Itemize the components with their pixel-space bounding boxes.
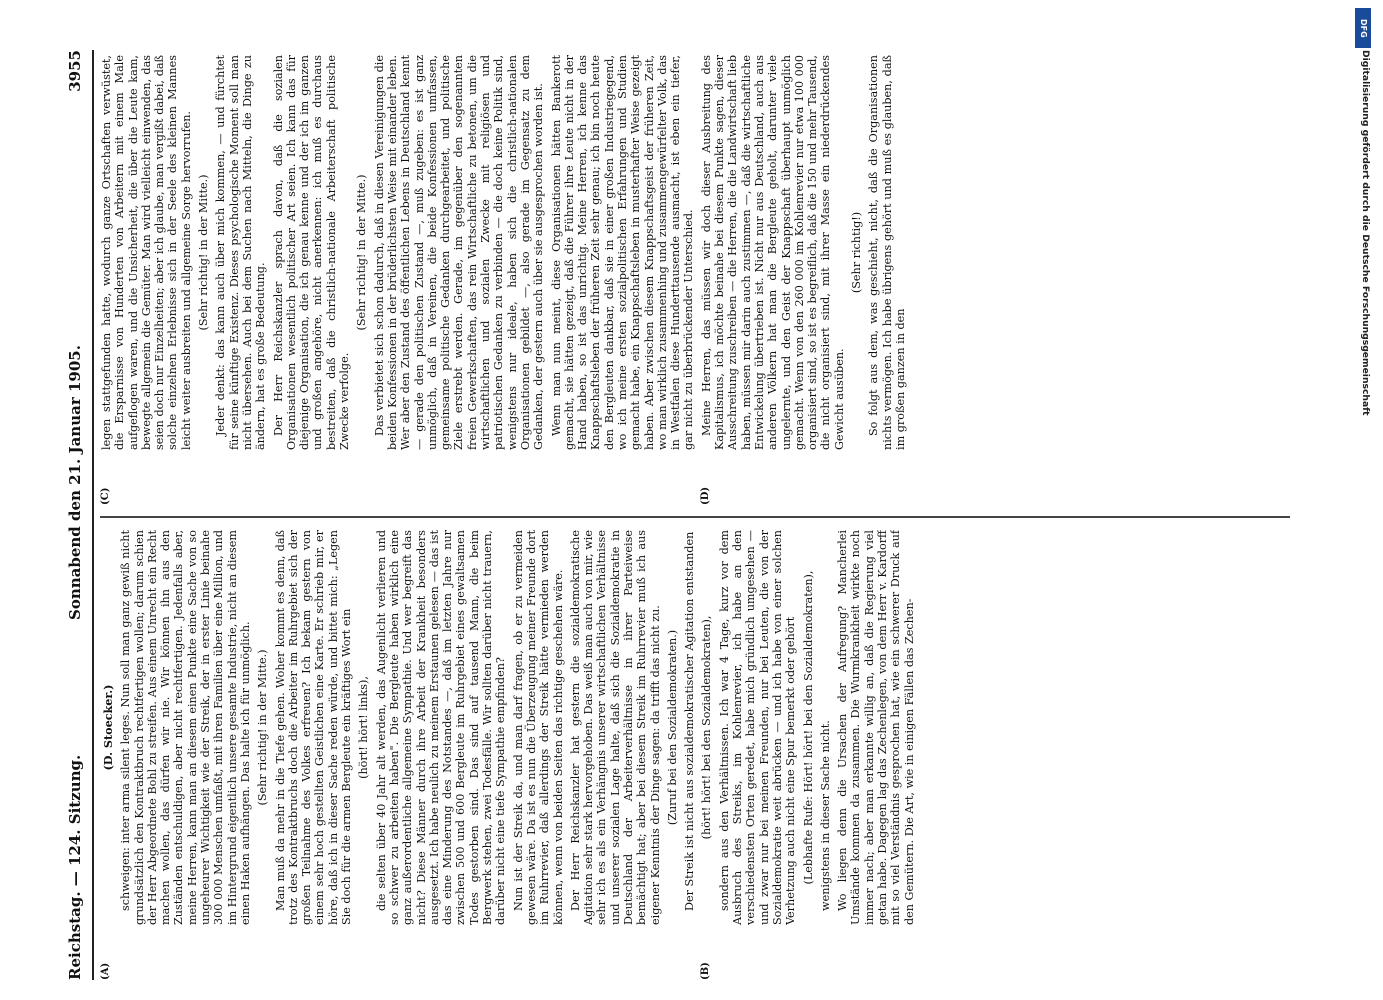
paragraph: Wo liegen denn die Ursachen der Aufregung? Mancherlei Umstände kommen da zusammen. Die Wurmkrankheit wirkte noch immer nach; aber man erkannte willig an, daß die Regierung viel getan habe. Dagegen lag das Zechenlegen, von dem Herr v. Kardorff mit so viel Verständnis gesprochen hat, wie ein schwerer Druck auf den Gemütern. Die Art, wie in einigen Fällen das Zechen- (836, 530, 916, 925)
paragraph: Nun ist der Streik da, und man darf fragen, ob er zu vermeiden gewesen wäre. Da ist es nun die Überzeugung meiner Freunde dort im Ruhrrevier, daß allerdings der Streik hätte vermieden werden können, wenn von beiden Seiten das richtige geschehen wäre. (511, 530, 565, 925)
column-divider (100, 516, 1290, 518)
page-header (60, 50, 90, 980)
margin-marker-b: (B) (700, 962, 711, 980)
paragraph: Jeder denkt: das kann auch über mich kommen, — und fürchtet für seine künftige Existenz. Dieses psychologische Moment soll man nicht übersehen. Auch bei dem Suchen nach Mitteln, die Dinge zu ändern, hat es große Bedeutung. (214, 55, 268, 450)
interjection: (hört! hört! links), (357, 676, 371, 779)
interjection: (Sehr richtig! in der Mitte.) (355, 174, 369, 331)
margin-marker-d: (D) (700, 486, 711, 505)
paragraph: Man muß da mehr in die Tiefe gehen. Woher kommt es denn, daß trotz des Kontraktbruchs doch die Arbeiter im Ruhrgebiet sich der großen Teilnahme des Volkes erfreuen? Ich bekam gestern von einem sehr hoch gestellten Geistlichen eine Karte. Er schrieb mir, er höre, daß ich in dieser Sache reden würde, und bittet mich: „Legen Sie doch für die armen Bergleute ein kräftiges Wort ein (273, 530, 354, 925)
margin-marker-a: (A) (100, 962, 111, 980)
paragraph: Wenn man nun meint, diese Organisationen hätten Bankerott gemacht, sie hätten gezeigt, daß die Führer ihre Leute nicht in der Hand haben, so ist das unrichtig. Meine Herren, ich kenne das Knappschaftsleben der früheren Zeit sehr genau; ich bin noch heute den Bergleuten dankbar, daß sie in einer großen Industriegegend, wo ich meine ersten sozialpolitischen Erfahrungen und Studien gemacht habe, ein Knappschaftsleben in musterhafter Weise gezeigt haben. Aber zwischen diesem Knappschaftsgeist der früheren Zeit, wo man wirklich zusammenhing und zusammengewürfelter Volk, das in Westfalen diese Hunderttausende ausmacht, ist eben ein tiefer, gar nicht zu überbrückender Unterschied. (549, 55, 696, 450)
header-left: Reichstag. — 124. Sitzung. (66, 754, 84, 980)
paragraph: Der Streik ist nicht aus sozialdemokratischer Agitation entstanden (683, 531, 697, 911)
interjection: (Lebhafte Rufe: Hört! hört! bei den Sozialdemokraten), (801, 570, 815, 885)
interjection: (Sehr richtig! in der Mitte.) (256, 649, 270, 806)
funding-credit: Digitalisierung gefördert durch die Deutsche Forschungsgemeinschaft (1360, 50, 1371, 416)
speaker-label: (D. Stoecker.) (101, 684, 115, 771)
interjection: (Sehr richtig!) (850, 211, 864, 294)
paragraph: die selten über 40 Jahr alt werden, das Augenlicht verlieren und so schwer zu arbeiten haben". Die Bergleute haben wirklich eine ganz außerordentliche allgemeine Sympathie. Und wer begreift das nicht? Diese Männer durch ihre Arbeit der Krankheit besonders ausgesetzt. Ich habe neulich zu meinem Erstaunen gelesen — das ist das eine Minderung des Notstandes —, daß im letzten Jahre nur zwischen 500 und 600 Bergleute im Ruhrgebiet eines gewaltsamen Todes gestorben sind. Das sind auf tausend Mann, die beim Bergwerk stehen, zwei Todesfälle. Wir sollten darüber nicht trauern, darüber nicht eine tiefe Sympathie empfinden? (374, 530, 508, 925)
interjection: (hört! hört! bei den Sozialdemokraten), (700, 615, 714, 840)
dfg-logo: DFG (1355, 8, 1371, 48)
margin-marker-c: (C) (100, 487, 111, 505)
page-number: 3955 (66, 50, 84, 92)
paragraph: Der Herr Reichskanzler sprach davon, daß die sozialen Organisationen wesentlich politischer Art seien. Ich kann das für diejenige Organisation, die ich genau kenne und der ich im ganzen und großen angehöre, nicht anerkennen: ich muß es durchaus bestreiten, daß die christlich-nationale Arbeiterschaft politische Zwecke verfolge. (271, 55, 352, 450)
paragraph: schweigen: inter arma silent leges. Nun soll man ganz gewiß nicht grundsätzlich den Kontraktbruch rechtfertigen wollen; darum schien der Herr Abgeordnete Bohl zu streifen. Aus einem Unrecht ein Recht machen wollen, das dürfen wir nie. Wir können ihn aus den Zuständen entschuldigen, aber nicht rechtfertigen. Jedenfalls aber, meine Herren, kann man an diesem einen Punkte eine Sache von so ungeheurer Wichtigkeit wie der Streik, der in erster Linie beinahe 300 000 Menschen umfaßt, mit ihren Familien über eine Million, und im Hintergrund eigentlich unsere gesamte Industrie, nicht an diesem einen Haken aufhängen. Das halte ich für unmöglich. (119, 530, 252, 925)
rotated-text-block (60, 50, 1320, 980)
interjection: (Sehr richtig! in der Mitte.) (197, 174, 211, 331)
paragraph: Der Herr Reichskanzler hat gestern die sozialdemokratische Agitation sehr stark hervorgehoben. Das weiß man auch von mir, wie sehr ich es als ein Verhängnis unserer wirtschaftlichen Verhältnisse und unserer sozialen Lage halte, daß sich die Sozialdemokratie in Deutschland der Arbeiterverhältnisse in ihrer Parteiweise bemächtigt hat; aber bei diesem Streik im Ruhrrevier muß ich aus eigener Kenntnis der Dinge sagen: da trifft das nicht zu. (568, 530, 662, 925)
interjection: (Zuruf bei den Sozialdemokraten.) (665, 629, 679, 826)
paragraph: wenigstens in dieser Sache nicht. (818, 720, 832, 911)
text-column-left (100, 530, 1300, 925)
paragraph: So folgt aus dem, was geschieht, nicht, daß die Organisationen nichts vermögen. Ich habe übrigens gehört und muß es glauben, daß im großen ganzen in den (867, 55, 907, 450)
header-date: Sonnabend den 21. Januar 1905. (66, 345, 84, 620)
paragraph: sondern aus den Verhältnissen. Ich war 4 Tage, kurz vor dem Ausbruch des Streiks, im Kohlenrevier, ich habe an den verschiedensten Orten geredet, habe mich gründlich umgesehen — und zwar nur bei meinen Freunden, nur bei Leuten, die von der Sozialdemokratie weit abrücken — und ich habe von einer solchen Verhetzung auch nicht eine Spur bemerkt oder gehört (717, 530, 798, 925)
text-column-right (100, 55, 1300, 450)
paragraph: Das verbietet sich schon dadurch, daß in diesen Vereinigungen die beiden Konfessionen in der brüderlichsten Weise mit einander leben. Wer aber den Zustand des öffentlichen Lebens in Deutschland kennt — gerade den politischen Zustand —, muß zugeben: es ist ganz unmöglich, daß in Vereinen, die beide Konfessionen umfassen, gemeinsame politische Gedanken durchgearbeitet, und politische Ziele erstrebt werden. Gerade, im gegenüber den sogenannten freien Gewerkschaften, das rein Wirtschaftliche zu betonen, um die wirtschaftlichen und sozialen Zwecke mit religiösen und patriotischen Gedanken zu verbinden — die doch keine Politik sind, wenigstens nur ideale, haben sich die christlich-nationalen Organisationen gebildet —, also gerade im Gegensatz zu dem Gedanken, der gestern auch über sie ausgesprochen worden ist. (372, 55, 546, 450)
paragraph: Meine Herren, das müssen wir doch dieser Ausbreitung des Kapitalismus, ich möchte beinahe bei diesem Punkte sagen, dieser Ausschreitung zuschreiben — die Herren, die die Landwirtschaft lieb haben, müssen mir darin auch zustimmen —, daß die wirtschaftliche Entwickelung übertrieben ist. Nicht nur aus Deutschland, auch aus anderen Völkern hat man die Bergleute geholt, darunter viele ungelernte, und den Geist der Knappschaft überhaupt unmöglich gemacht. Wenn von den 260 000 im Kohlenrevier nur etwa 100 000 organisiert sind, so ist es begreiflich, daß die 150 und mehr Tausend, die nicht organisiert sind, mit ihrer Masse ein niederdrückendes Gewicht ausüben. (699, 55, 846, 450)
header-rule (92, 50, 94, 980)
paragraph: legen stattgefunden hatte, wodurch ganze Ortschaften verwüstet, die Ersparnisse von Hunderten von Arbeitern mit einem Male aufgeflogen waren, und die Unsicherheit, die über die Leute kam, bewegte allgemein die Gemüter. Man wird vielleicht einwenden, das seien doch nur Einzelheiten; aber ich glaube, man vergißt dabei, daß solche einzelnen Erlebnisse sich in der Seele des kleinen Mannes leicht weiter ausbreiten und allgemeine Sorge hervorrufen. (100, 55, 193, 450)
